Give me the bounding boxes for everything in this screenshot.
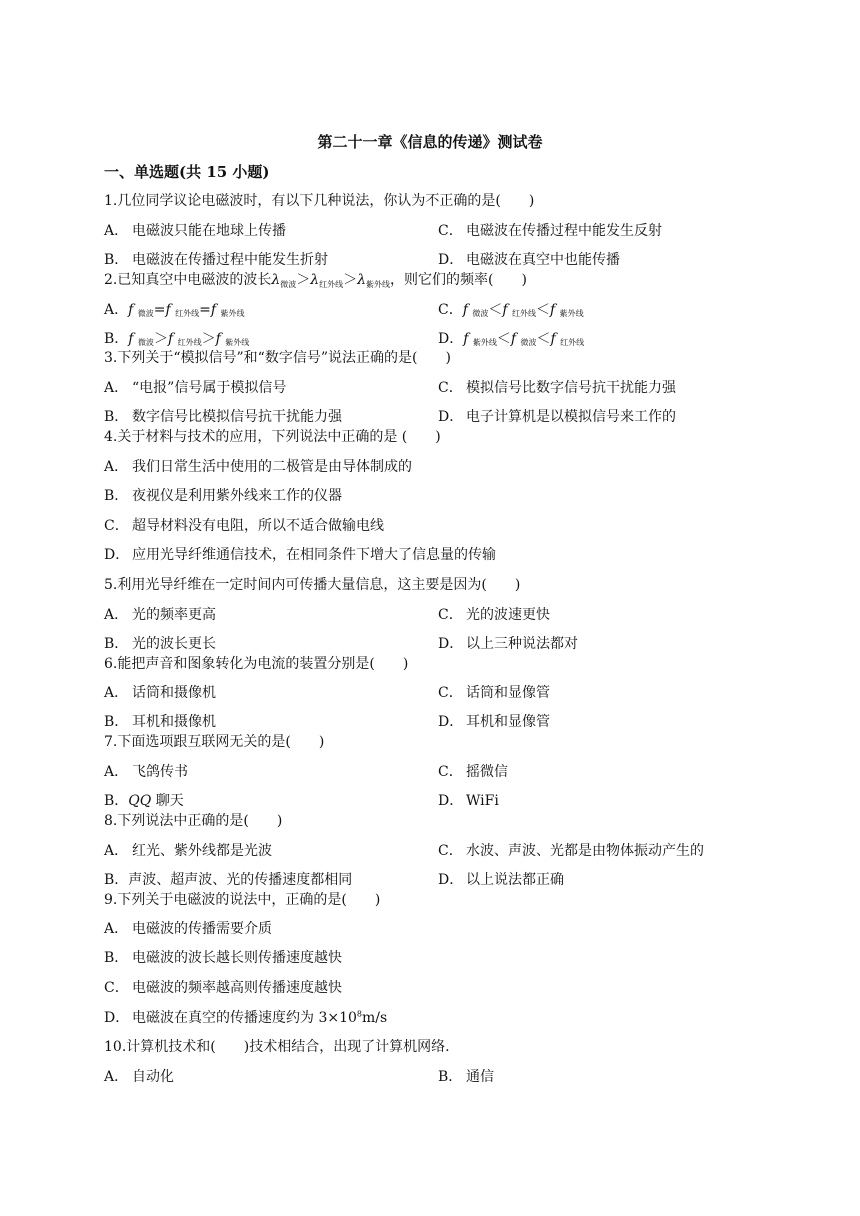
question-6-stem: 6.能把声音和图象转化为电流的装置分别是( ) bbox=[104, 656, 409, 672]
q6-option-d[interactable]: D． 耳机和显像管 bbox=[438, 714, 550, 730]
q8-option-a[interactable]: A． 红光、紫外线都是光波 bbox=[104, 843, 272, 859]
q9-option-c[interactable]: C． 电磁波的频率越高则传播速度越快 bbox=[104, 980, 342, 996]
q6-option-c[interactable]: C． 话筒和显像管 bbox=[438, 685, 550, 701]
q7-option-a[interactable]: A． 飞鸽传书 bbox=[104, 764, 188, 780]
question-5-stem: 5.利用光导纤维在一定时间内可传播大量信息，这主要是因为( ) bbox=[104, 577, 521, 593]
q1-option-b[interactable]: B． 电磁波在传播过程中能发生折射 bbox=[104, 252, 328, 268]
question-10-stem: 10.计算机技术和( )技术相结合，出现了计算机网络. bbox=[104, 1039, 450, 1055]
q5-option-c[interactable]: C． 光的波速更快 bbox=[438, 607, 550, 623]
q4-option-d[interactable]: D． 应用光导纤维通信技术，在相同条件下增大了信息量的传输 bbox=[104, 547, 496, 563]
q3-option-c[interactable]: C． 模拟信号比数字信号抗干扰能力强 bbox=[438, 380, 676, 396]
q9-option-a[interactable]: A． 电磁波的传播需要介质 bbox=[104, 921, 272, 937]
q7-option-d[interactable]: D． WiFi bbox=[438, 793, 499, 809]
q1-option-a[interactable]: A． 电磁波只能在地球上传播 bbox=[104, 223, 286, 239]
q5-option-d[interactable]: D． 以上三种说法都对 bbox=[438, 636, 578, 652]
q1-option-d[interactable]: D． 电磁波在真空中也能传播 bbox=[438, 252, 620, 268]
q2-option-c[interactable]: C．f 微波＜f 红外线＜f 紫外线 bbox=[438, 302, 584, 318]
q1-option-c[interactable]: C． 电磁波在传播过程中能发生反射 bbox=[438, 223, 662, 239]
q3-option-d[interactable]: D． 电子计算机是以模拟信号来工作的 bbox=[438, 409, 676, 425]
q7-option-b[interactable]: B．QQ 聊天 bbox=[104, 793, 184, 809]
q10-option-b[interactable]: B． 通信 bbox=[438, 1069, 494, 1085]
q4-option-a[interactable]: A． 我们日常生活中使用的二极管是由导体制成的 bbox=[104, 459, 412, 475]
question-3-stem: 3.下列关于“模拟信号”和“数字信号”说法正确的是( ) bbox=[104, 350, 451, 366]
q8-option-c[interactable]: C． 水波、声波、光都是由物体振动产生的 bbox=[438, 843, 704, 859]
q5-option-a[interactable]: A． 光的频率更高 bbox=[104, 607, 216, 623]
q4-option-b[interactable]: B． 夜视仪是利用紫外线来工作的仪器 bbox=[104, 488, 342, 504]
question-7-stem: 7.下面选项跟互联网无关的是( ) bbox=[104, 734, 325, 750]
q2-option-a[interactable]: A．f 微波=f 红外线=f 紫外线 bbox=[104, 302, 245, 318]
question-2-stem: 2.已知真空中电磁波的波长$\lambda_{微波}>\lambda_{红外线}>\lambda_{紫外线}$，则它们的频率( ) bbox=[104, 272, 527, 289]
q2-option-d[interactable]: D．f 紫外线＜f 微波＜f 红外线 bbox=[438, 331, 585, 347]
q9-option-d[interactable]: D． 电磁波在真空的传播速度约为 $3\times 10^8m/s$ bbox=[104, 1009, 388, 1026]
q8-option-d[interactable]: D． 以上说法都正确 bbox=[438, 872, 564, 888]
q6-option-b[interactable]: B． 耳机和摄像机 bbox=[104, 714, 216, 730]
q7-option-c[interactable]: C． 摇微信 bbox=[438, 764, 508, 780]
q8-option-b[interactable]: B．声波、超声波、光的传播速度都相同 bbox=[104, 872, 353, 888]
page-title: 第二十一章《信息的传递》测试卷 bbox=[317, 133, 543, 151]
q2-option-b[interactable]: B．f 微波＞f 红外线＞f 紫外线 bbox=[104, 331, 250, 347]
question-4-stem: 4.关于材料与技术的应用，下列说法中正确的是 ( ) bbox=[104, 429, 441, 445]
question-1-stem: 1.几位同学议论电磁波时，有以下几种说法，你认为不正确的是( ) bbox=[104, 193, 535, 209]
question-9-stem: 9.下列关于电磁波的说法中，正确的是( ) bbox=[104, 892, 381, 908]
q5-option-b[interactable]: B． 光的波长更长 bbox=[104, 636, 216, 652]
question-8-stem: 8.下列说法中正确的是( ) bbox=[104, 813, 283, 829]
q4-option-c[interactable]: C． 超导材料没有电阻，所以不适合做输电线 bbox=[104, 518, 384, 534]
q9-option-b[interactable]: B． 电磁波的波长越长则传播速度越快 bbox=[104, 950, 342, 966]
q3-option-b[interactable]: B． 数字信号比模拟信号抗干扰能力强 bbox=[104, 409, 342, 425]
section-heading: 一、单选题(共 15 小题) bbox=[104, 163, 270, 181]
q10-option-a[interactable]: A． 自动化 bbox=[104, 1069, 174, 1085]
q6-option-a[interactable]: A． 话筒和摄像机 bbox=[104, 685, 216, 701]
q3-option-a[interactable]: A． “电报”信号属于模拟信号 bbox=[104, 380, 287, 396]
